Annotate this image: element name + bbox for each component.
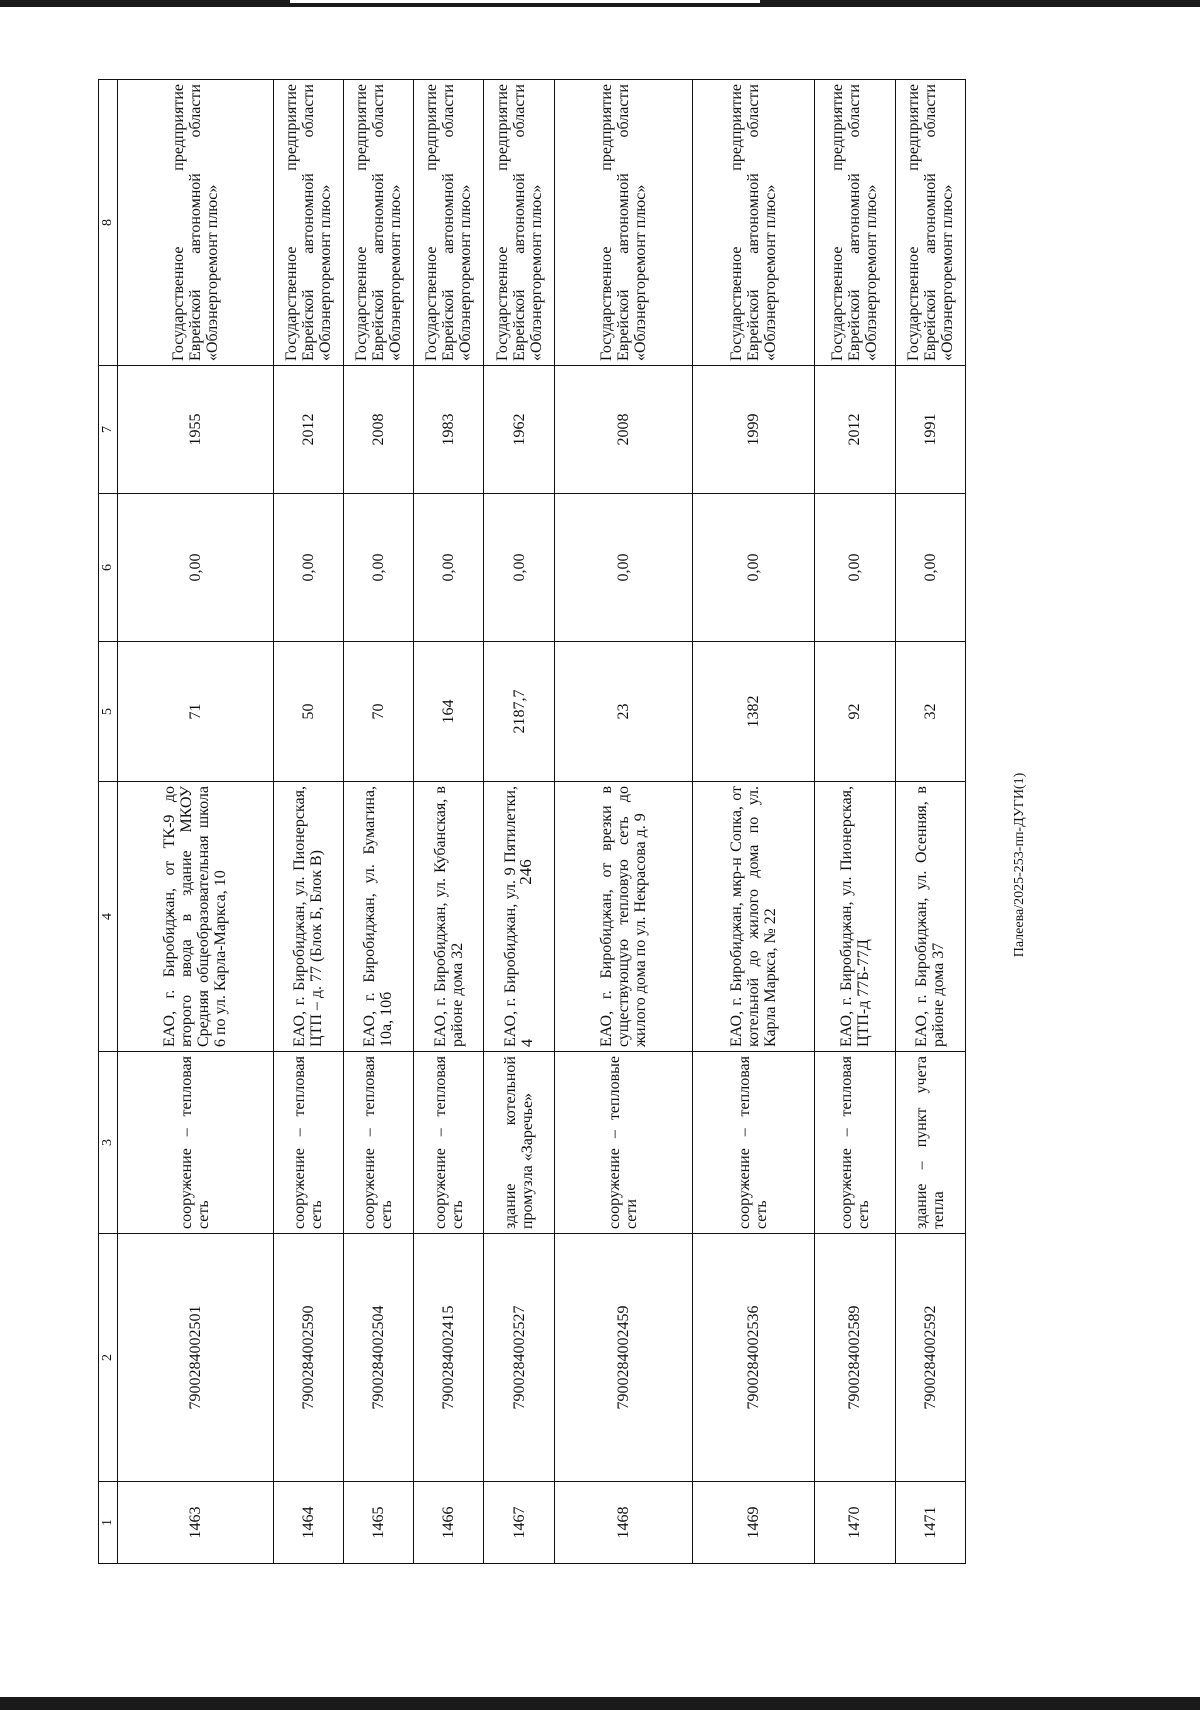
- cell-year: 2008: [343, 366, 413, 494]
- cell-holder: Государственное предприятие Еврейской автономной области «Облэнергоремонт плюс»: [118, 80, 274, 366]
- cell-area: 50: [273, 642, 343, 782]
- cell-number: 1469: [693, 1482, 814, 1564]
- cell-holder: Государственное предприятие Еврейской автономной области «Облэнергоремонт плюс»: [814, 80, 895, 366]
- cell-year: 1999: [693, 366, 814, 494]
- cell-code: 7900284002459: [554, 1234, 692, 1482]
- cell-value: 0,00: [118, 494, 274, 642]
- cell-address: ЕАО, г. Биробиджан, ул. Кубанская, в районе дома 32: [414, 782, 484, 1052]
- cell-code: 7900284002415: [414, 1234, 484, 1482]
- column-header: 6: [99, 494, 118, 642]
- cell-code: 7900284002501: [118, 1234, 274, 1482]
- cell-area: 164: [414, 642, 484, 782]
- cell-code: 7900284002536: [693, 1234, 814, 1482]
- cell-value: 0,00: [273, 494, 343, 642]
- cell-name: сооружение – тепловая сеть: [414, 1052, 484, 1234]
- cell-number: 1470: [814, 1482, 895, 1564]
- cell-area: 92: [814, 642, 895, 782]
- cell-code: 7900284002592: [895, 1234, 965, 1482]
- column-header: 3: [99, 1052, 118, 1234]
- registry-table: [98, 79, 966, 1564]
- cell-code: 7900284002589: [814, 1234, 895, 1482]
- table-row: [484, 80, 554, 1564]
- cell-value: 0,00: [693, 494, 814, 642]
- cell-area: 71: [118, 642, 274, 782]
- cell-address: ЕАО, г. Биробиджан, мкр-н Сопка, от котельной до жилого дома по ул. Карла Маркса, № 22: [693, 782, 814, 1052]
- cell-holder: Государственное предприятие Еврейской автономной области «Облэнергоремонт плюс»: [484, 80, 554, 366]
- cell-area: 2187,7: [484, 642, 554, 782]
- cell-holder: Государственное предприятие Еврейской автономной области «Облэнергоремонт плюс»: [895, 80, 965, 366]
- cell-year: 2008: [554, 366, 692, 494]
- cell-value: 0,00: [484, 494, 554, 642]
- cell-name: здание – пункт учета тепла: [895, 1052, 965, 1234]
- cell-number: 1464: [273, 1482, 343, 1564]
- cell-year: 2012: [814, 366, 895, 494]
- cell-name: сооружение – тепловая сеть: [693, 1052, 814, 1234]
- footer-document-code: Палеева/2025-253-пп-ДУГИ(1): [1012, 772, 1027, 958]
- column-header: 2: [99, 1234, 118, 1482]
- cell-value: 0,00: [554, 494, 692, 642]
- table-row: [273, 80, 343, 1564]
- cell-year: 1962: [484, 366, 554, 494]
- cell-area: 70: [343, 642, 413, 782]
- cell-holder: Государственное предприятие Еврейской автономной области «Облэнергоремонт плюс»: [343, 80, 413, 366]
- table-row: [343, 80, 413, 1564]
- cell-holder: Государственное предприятие Еврейской автономной области «Облэнергоремонт плюс»: [273, 80, 343, 366]
- cell-number: 1468: [554, 1482, 692, 1564]
- cell-name: сооружение – тепловая сеть: [343, 1052, 413, 1234]
- cell-area: 1382: [693, 642, 814, 782]
- cell-holder: Государственное предприятие Еврейской автономной области «Облэнергоремонт плюс»: [414, 80, 484, 366]
- column-header: 4: [99, 782, 118, 1052]
- table-row: [895, 80, 965, 1564]
- table-row: [554, 80, 692, 1564]
- table-row: [693, 80, 814, 1564]
- cell-number: 1463: [118, 1482, 274, 1564]
- cell-value: 0,00: [814, 494, 895, 642]
- cell-code: 7900284002590: [273, 1234, 343, 1482]
- cell-number: 1467: [484, 1482, 554, 1564]
- cell-address: ЕАО, г. Биробиджан, ул. Пионерская, ЦТП-д 77Б-77Д: [814, 782, 895, 1052]
- column-header: 5: [99, 642, 118, 782]
- cell-address: ЕАО, г. Биробиджан, от врезки в существующую тепловую сеть до жилого дома по ул. Некрасова д. 9: [554, 782, 692, 1052]
- cell-name: сооружение – тепловая сеть: [814, 1052, 895, 1234]
- cell-value: 0,00: [895, 494, 965, 642]
- column-header: 7: [99, 366, 118, 494]
- cell-name: сооружение – тепловая сеть: [118, 1052, 274, 1234]
- cell-year: 1955: [118, 366, 274, 494]
- cell-number: 1471: [895, 1482, 965, 1564]
- cell-address: ЕАО, г. Биробиджан, ул. Осенняя, в районе дома 37: [895, 782, 965, 1052]
- column-header: 1: [99, 1482, 118, 1564]
- cell-code: 7900284002504: [343, 1234, 413, 1482]
- cell-address: ЕАО, г. Биробиджан, ул. 9 Пятилетки, 4: [484, 782, 554, 1052]
- registry-table-container: [98, 80, 966, 1564]
- scan-edge-top-gap: [290, 0, 760, 3]
- cell-name: сооружение – тепловая сеть: [273, 1052, 343, 1234]
- cell-value: 0,00: [414, 494, 484, 642]
- cell-address: ЕАО, г. Биробиджан, ул. Пионерская, ЦТП – д. 77 (Блок Б, Блок В): [273, 782, 343, 1052]
- cell-year: 1983: [414, 366, 484, 494]
- cell-year: 2012: [273, 366, 343, 494]
- cell-number: 1466: [414, 1482, 484, 1564]
- table-row: [414, 80, 484, 1564]
- cell-holder: Государственное предприятие Еврейской автономной области «Облэнергоремонт плюс»: [693, 80, 814, 366]
- cell-code: 7900284002527: [484, 1234, 554, 1482]
- cell-number: 1465: [343, 1482, 413, 1564]
- table-row: [814, 80, 895, 1564]
- cell-value: 0,00: [343, 494, 413, 642]
- cell-holder: Государственное предприятие Еврейской автономной области «Облэнергоремонт плюс»: [554, 80, 692, 366]
- column-header: 8: [99, 80, 118, 366]
- page-number: 246: [516, 859, 535, 885]
- table-row: [118, 80, 274, 1564]
- cell-area: 23: [554, 642, 692, 782]
- cell-name: здание котельной промузла «Заречье»: [484, 1052, 554, 1234]
- cell-area: 32: [895, 642, 965, 782]
- cell-address: ЕАО, г. Биробиджан, от ТК-9 до второго ввода в здание МКОУ Средняя общеобразовательная школа 6 по ул. Карла-Маркса, 10: [118, 782, 274, 1052]
- table-header-row: [99, 80, 118, 1564]
- cell-address: ЕАО, г. Биробиджан, ул. Бумагина, 10а, 10б: [343, 782, 413, 1052]
- scan-edge-bottom: [0, 1697, 1200, 1710]
- cell-name: сооружение – тепловые сети: [554, 1052, 692, 1234]
- cell-year: 1991: [895, 366, 965, 494]
